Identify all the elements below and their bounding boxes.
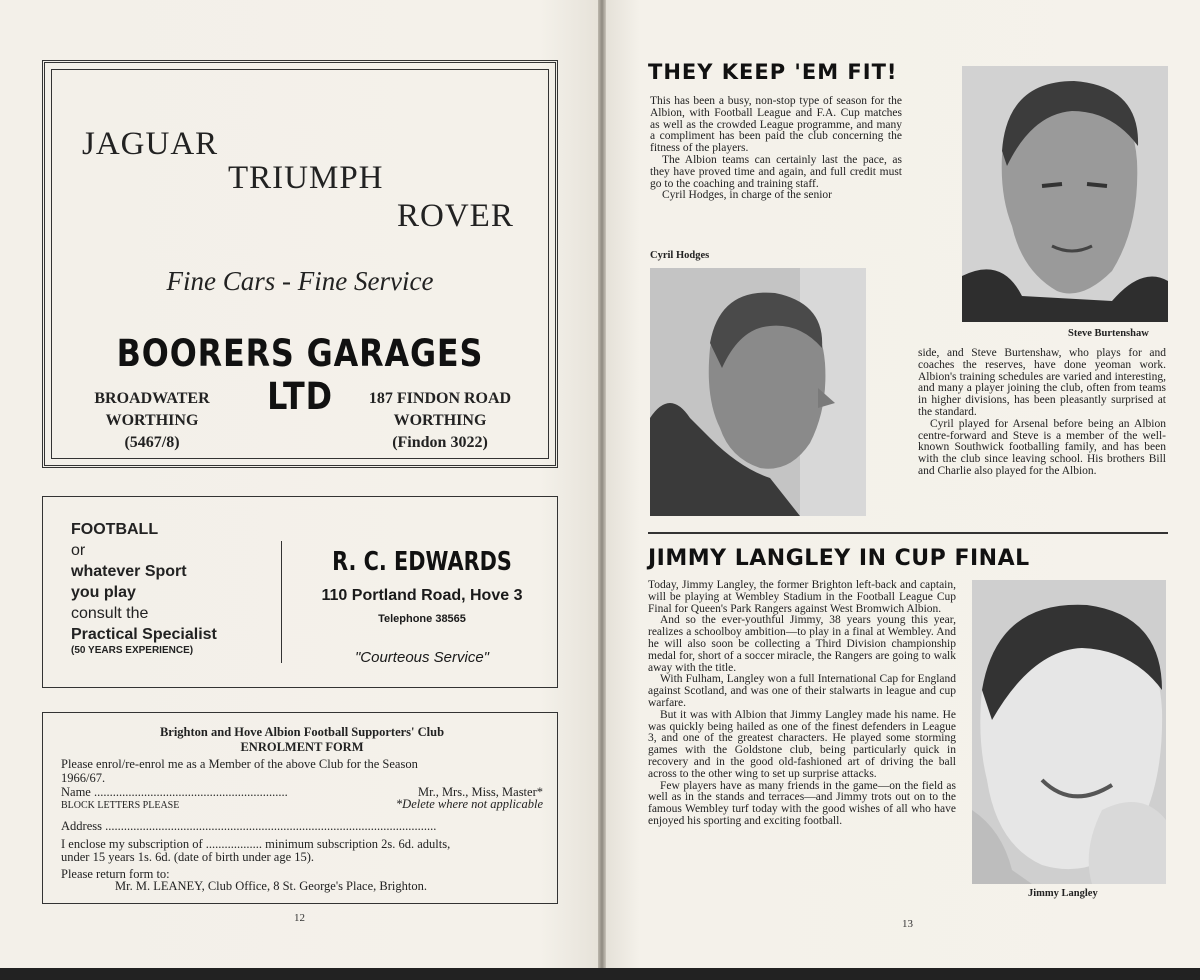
article-headline-langley: JIMMY LANGLEY IN CUP FINAL bbox=[648, 546, 1030, 571]
shop-tagline: "Courteous Service" bbox=[354, 649, 490, 666]
article-langley-body bbox=[648, 580, 956, 828]
form-name-notes bbox=[61, 797, 543, 813]
address-broadwater bbox=[82, 388, 222, 454]
address-phone: (Findon 3022) bbox=[392, 434, 488, 451]
form-subtitle: ENROLMENT FORM bbox=[240, 740, 364, 754]
advert-divider bbox=[281, 541, 282, 663]
article-fitness-intro bbox=[650, 96, 902, 202]
paragraph: Cyril Hodges, in charge of the senior bbox=[662, 189, 833, 202]
slogan-line: whatever Sport bbox=[71, 563, 187, 580]
slogan-line: or bbox=[71, 542, 86, 559]
caption-jimmy-langley: Jimmy Langley bbox=[1028, 888, 1098, 899]
paragraph: The Albion teams can certainly last the pace, as they have proved time and again, and full credit must go to the coaching and training staff. bbox=[650, 153, 902, 190]
address-findon bbox=[352, 388, 528, 454]
address-line: BROADWATER bbox=[94, 390, 210, 407]
brand-jaguar: JAGUAR bbox=[82, 126, 219, 162]
car-dealer-advert bbox=[42, 60, 558, 468]
address-line: WORTHING bbox=[393, 412, 487, 429]
paragraph: With Fulham, Langley won a full International Cap for England against Scotland, and was one of their stalwarts in league and cup warfare. bbox=[648, 673, 956, 709]
page-number-left: 12 bbox=[294, 912, 305, 924]
address-line: WORTHING bbox=[105, 412, 199, 429]
paragraph: But it was with Albion that Jimmy Langley made his name. He was quickly being hailed as one of the finest defenders in League 3, and one of the greatest characters. He played some storming games with the Goldstone club, being particularly quick in recovery and in the good old-fashioned art of driving the ball across to the other wing to set up surprise attacks. bbox=[648, 708, 956, 780]
block-letters-note: BLOCK LETTERS PLEASE bbox=[61, 800, 180, 811]
paragraph: Today, Jimmy Langley, the former Brighton left-back and captain, will be playing at Wembley Stadium in the Football League Cup Final for Queen's Park Rangers against West Bromwich Albion. bbox=[648, 579, 956, 615]
photo-jimmy-langley bbox=[972, 580, 1166, 884]
form-subscription-field[interactable]: I enclose my subscription of .................. minimum subscription 2s. 6d. adults, bbox=[61, 837, 451, 851]
sports-advert-slogan bbox=[71, 519, 217, 657]
address-phone: (5467/8) bbox=[124, 434, 180, 451]
scan-edge bbox=[0, 968, 1200, 980]
portrait-image bbox=[972, 580, 1166, 884]
slogan-line: consult the bbox=[71, 605, 149, 622]
paragraph: Few players have as many friends in the game—on the field as well as in the stands and terraces—and Jimmy trots out on to the famous Wembley turf today with the good wishes of all who have enjoyed his sporting and exciting football. bbox=[648, 779, 956, 827]
slogan-experience: (50 YEARS EXPERIENCE) bbox=[71, 645, 194, 656]
article-headline-fitness: THEY KEEP 'EM FIT! bbox=[648, 60, 898, 84]
caption-steve-burtenshaw: Steve Burtenshaw bbox=[1068, 328, 1149, 339]
sports-shop-advert bbox=[42, 496, 558, 688]
photo-cyril-hodges bbox=[650, 268, 866, 516]
form-instruction: Please enrol/re-enrol me as a Member of the above Club for the Season bbox=[61, 757, 418, 771]
paragraph: Cyril played for Arsenal before being an Albion centre-forward and Steve is a member of the well-known Southwick footballing family, and has been with the club since leaving school. His brothers Bill and Charlie also played for the Albion. bbox=[918, 417, 1166, 477]
form-return-address: Mr. M. LEANEY, Club Office, 8 St. George's Place, Brighton. bbox=[115, 879, 427, 893]
brand-triumph: TRIUMPH bbox=[228, 160, 384, 196]
enrolment-form bbox=[42, 712, 558, 904]
page-number-right: 13 bbox=[902, 918, 913, 930]
company-name: BOORERS GARAGES LTD bbox=[116, 332, 484, 418]
slogan-line: FOOTBALL bbox=[71, 521, 159, 538]
section-divider bbox=[648, 532, 1168, 534]
portrait-image bbox=[962, 66, 1168, 322]
paragraph: And so the ever-youthful Jimmy, 38 years young this year, realizes a schoolboy ambition—to play in a final at Wembley. And he will also soon be collecting a Third Division championship medal for, short of a soccer miracle, the Rangers are going to walk away with the title. bbox=[648, 614, 956, 674]
form-subscription-note: under 15 years 1s. 6d. (date of birth under age 15). bbox=[61, 850, 315, 864]
slogan-line: Practical Specialist bbox=[71, 626, 217, 643]
name-label: Name .............................................................. bbox=[61, 785, 288, 799]
slogan-line: you play bbox=[71, 584, 136, 601]
form-season: 1966/67. bbox=[61, 771, 106, 785]
paragraph: This has been a busy, non-stop type of season for the Albion, with Football League and F.A. Cup matches as well as the crowded League programme, and many a compliment has been paid the club concerning the fitness of the players. bbox=[650, 95, 902, 155]
shop-name: R. C. EDWARDS bbox=[332, 547, 512, 577]
form-return-label: Please return form to: bbox=[61, 867, 170, 881]
advert-tagline: Fine Cars - Fine Service bbox=[166, 266, 434, 296]
photo-steve-burtenshaw bbox=[962, 66, 1168, 322]
shop-telephone: Telephone 38565 bbox=[378, 613, 466, 625]
brand-rover: ROVER bbox=[397, 198, 514, 234]
address-line: 187 FINDON ROAD bbox=[368, 390, 512, 407]
delete-note: *Delete where not applicable bbox=[395, 797, 543, 811]
name-title-options: Mr., Mrs., Miss, Master* bbox=[417, 785, 543, 799]
caption-cyril-hodges: Cyril Hodges bbox=[650, 250, 710, 261]
book-gutter bbox=[598, 0, 606, 970]
shop-address: 110 Portland Road, Hove 3 bbox=[321, 587, 523, 604]
article-fitness-continued bbox=[918, 348, 1166, 478]
portrait-image bbox=[650, 268, 866, 516]
advert-inner-border bbox=[51, 69, 549, 459]
form-title: Brighton and Hove Albion Football Supporters' Club bbox=[159, 725, 445, 739]
sports-advert-contact bbox=[291, 547, 553, 666]
form-address-field[interactable]: Address .......................................................................................................... bbox=[61, 819, 437, 833]
paragraph: side, and Steve Burtenshaw, who plays for and coaches the reserves, have done yeoman work. Albion's training schedules are varied and interesting, and many a player joining the club, often from teams in higher divisions, has been pleasantly surprised at the standard. bbox=[918, 347, 1166, 418]
